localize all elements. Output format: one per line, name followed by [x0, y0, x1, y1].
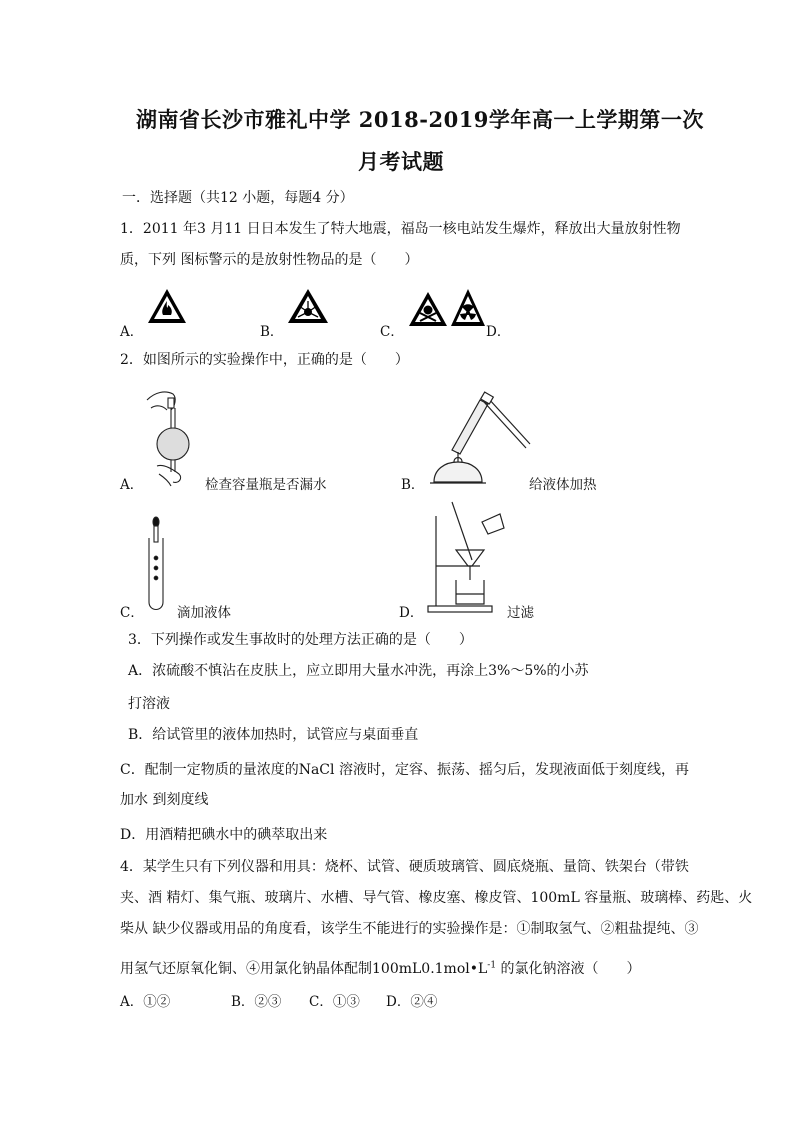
q2-option-a[interactable]: A． — [120, 477, 144, 493]
q2-stem: 2．如图所示的实验操作中，正确的是（ ） — [120, 352, 409, 368]
q4-stem-line2: 夹、酒 精灯、集气瓶、玻璃片、水槽、导气管、橡皮塞、橡皮管、100mL 容量瓶、玻璃棒、药匙、火 — [120, 890, 753, 906]
q1-option-c[interactable]: C． — [380, 324, 404, 340]
explosive-icon — [286, 287, 330, 325]
q3-option-b[interactable]: B．给试管里的液体加热时，试管应与桌面垂直 — [128, 727, 419, 743]
page-title-line2: 月考试题 — [358, 149, 444, 174]
q1-option-a[interactable]: A． — [120, 324, 144, 340]
volumetric-flask-leak-check-illustration — [145, 388, 201, 490]
page-title-line1: 湖南省长沙市雅礼中学 2018-2019学年高一上学期第一次 — [136, 107, 704, 132]
q4-stem-line4-sup: -1 — [487, 960, 497, 971]
q4-stem-line3: 柴从 缺少仪器或用品的角度看，该学生不能进行的实验操作是：①制取氢气、②粗盐提纯、③ — [120, 921, 699, 937]
q1-stem-line1: 1．2011 年3 月11 日日本发生了特大地震，福岛一核电站发生爆炸，释放出大量放射性物 — [120, 221, 681, 237]
q3-option-c-line2: 加水 到刻度线 — [120, 792, 209, 808]
heating-liquid-illustration — [424, 390, 534, 490]
q3-option-d[interactable]: D．用酒精把碘水中的碘萃取出来 — [120, 827, 328, 843]
q4-option-b[interactable]: B．②③ — [231, 994, 282, 1010]
q4-stem-line4-pre: 用氢气还原氧化铜、④用氯化钠晶体配制100mL0.1mol•L — [120, 961, 488, 977]
q3-option-a-line1[interactable]: A．浓硫酸不慎沾在皮肤上，应立即用大量水冲洗，再涂上3%～5%的小苏 — [128, 663, 589, 679]
q3-option-a-line2: 打溶液 — [128, 696, 170, 712]
q3-option-c-line1[interactable]: C．配制一定物质的量浓度的NaCl 溶液时，定容、振荡、摇匀后，发现液面低于刻度线，再 — [120, 762, 689, 778]
q2-option-a-caption: 检查容量瓶是否漏水 — [205, 477, 327, 493]
q1-stem-line2: 质，下列 图标警示的是放射性物品的是（ ） — [120, 252, 419, 268]
q4-stem-line4 — [120, 958, 641, 978]
q2-option-b[interactable]: B． — [401, 477, 425, 493]
flammable-icon — [146, 287, 188, 325]
q4-option-c[interactable]: C．①③ — [309, 994, 360, 1010]
q2-option-c-caption: 滴加液体 — [177, 605, 231, 621]
q1-option-d[interactable]: D． — [486, 324, 511, 340]
dropping-liquid-illustration — [145, 516, 169, 616]
q4-stem-line1: 4．某学生只有下列仪器和用具：烧杯、试管、硬质玻璃管、圆底烧瓶、量筒、铁架台（带铁 — [120, 859, 689, 875]
toxic-icon — [407, 290, 449, 328]
q3-stem: 3．下列操作或发生事故时的处理方法正确的是（ ） — [128, 632, 473, 648]
q4-option-d[interactable]: D．②④ — [386, 994, 438, 1010]
q1-option-b[interactable]: B． — [260, 324, 284, 340]
q4-option-a[interactable]: A．①② — [120, 994, 171, 1010]
radioactive-icon — [450, 288, 486, 328]
q2-option-b-caption: 给液体加热 — [529, 477, 597, 493]
q2-option-d-caption: 过滤 — [507, 605, 534, 621]
q4-stem-line4-post: 的氯化钠溶液（ ） — [496, 961, 641, 977]
q2-option-d[interactable]: D． — [399, 605, 424, 621]
q2-option-c[interactable]: C． — [120, 605, 144, 621]
section-heading: 一．选择题（共12 小题，每题4 分） — [122, 190, 354, 206]
filtration-illustration — [426, 500, 506, 616]
